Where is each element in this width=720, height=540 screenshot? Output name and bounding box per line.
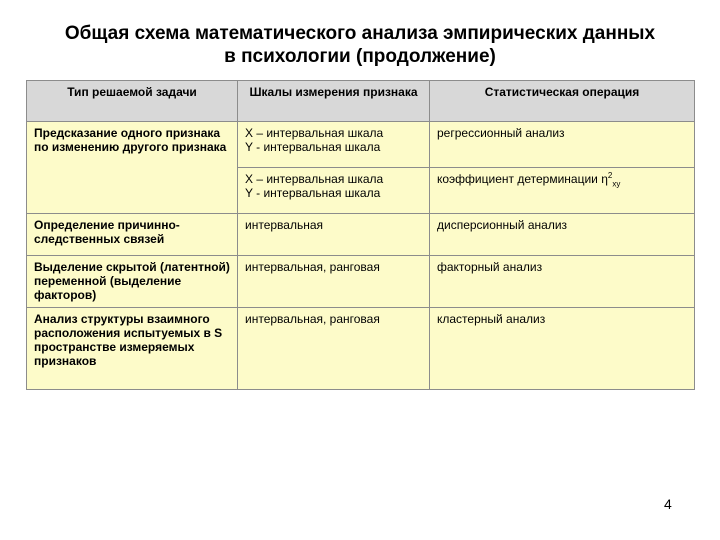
operation-determination-text: коэффициент детерминации η: [437, 172, 608, 186]
title-line-1: Общая схема математического анализа эмпирических данных: [64, 23, 656, 44]
scale-y: Y - интервальная шкала: [245, 186, 381, 200]
scale-x: X – интервальная шкала: [245, 126, 384, 140]
operation-cluster: кластерный анализ: [430, 308, 695, 390]
task-prediction: Предсказание одного признака по изменению другого признака: [27, 122, 238, 214]
determination-superscript: 2: [607, 171, 613, 180]
operation-variance: дисперсионный анализ: [430, 214, 695, 256]
operation-determination: [430, 168, 695, 214]
task-structure: Анализ структуры взаимного расположения испытуемых в S пространстве измеряемых признаков: [27, 308, 238, 390]
scale-cell: [238, 122, 430, 168]
task-latent: Выделение скрытой (латентной) переменной (выделение факторов): [27, 256, 238, 308]
slide-title: [20, 22, 700, 68]
table-row: [27, 256, 695, 308]
header-operation: Статистическая операция: [430, 81, 695, 122]
table-header-row: [27, 81, 695, 122]
table-row: [27, 308, 695, 390]
scale-x: X – интервальная шкала: [245, 172, 384, 186]
header-task-type: Тип решаемой задачи: [27, 81, 238, 122]
title-line-2: в психологии (продолжение): [224, 46, 496, 67]
scale-cell: интервальная, ранговая: [238, 256, 430, 308]
table-row: [27, 214, 695, 256]
determination-subscript: xy: [612, 179, 621, 189]
operation-regression: регрессионный анализ: [430, 122, 695, 168]
analysis-table: [26, 80, 695, 390]
scale-cell: [238, 168, 430, 214]
scale-cell: интервальная: [238, 214, 430, 256]
task-causal: Определение причинно-следственных связей: [27, 214, 238, 256]
operation-factor: факторный анализ: [430, 256, 695, 308]
page-number: 4: [664, 496, 672, 512]
table-row: [27, 122, 695, 168]
scale-cell: интервальная, ранговая: [238, 308, 430, 390]
header-scales: Шкалы измерения признака: [238, 81, 430, 122]
scale-y: Y - интервальная шкала: [245, 140, 381, 154]
